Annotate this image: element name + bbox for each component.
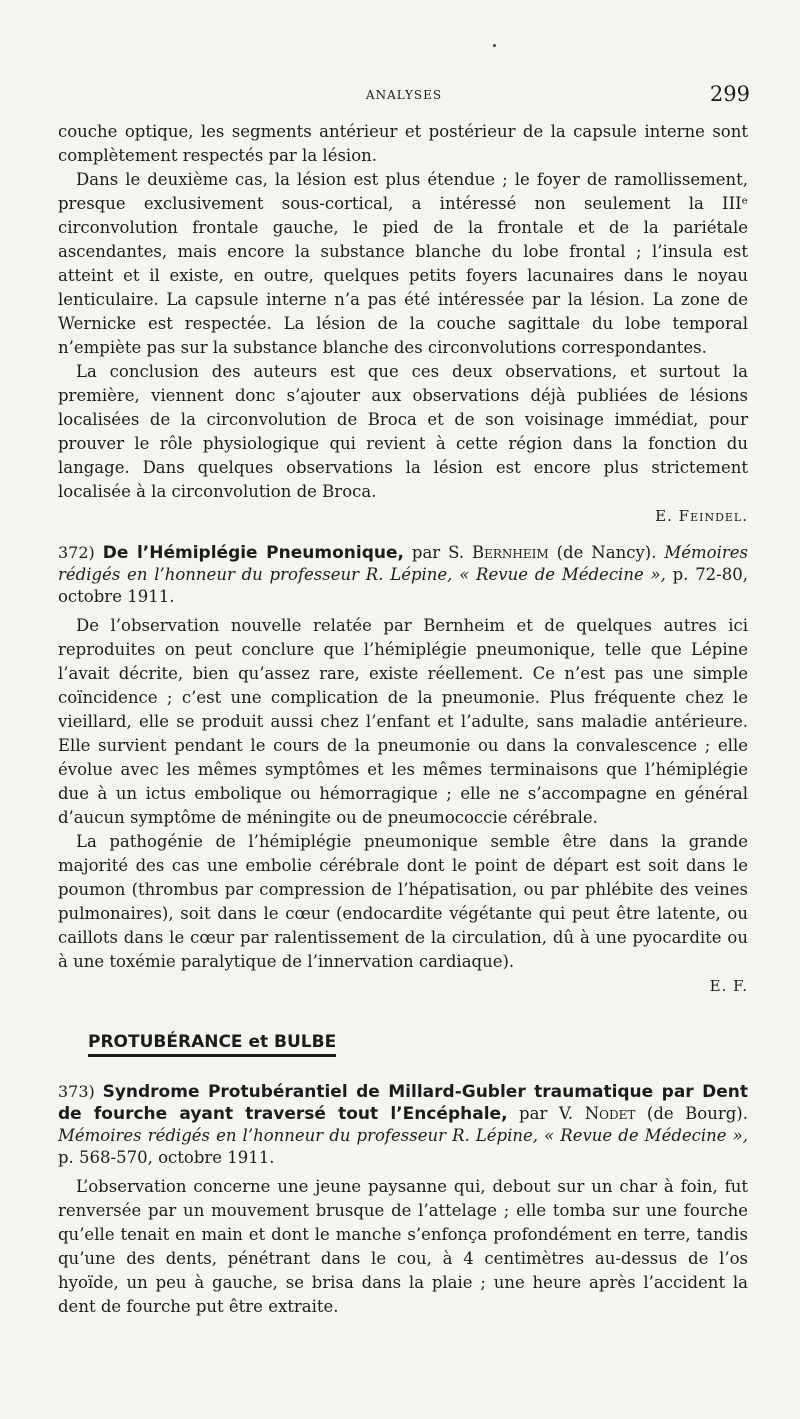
signature: E. F. <box>709 977 748 995</box>
paragraph: La conclusion des auteurs est que ces deux observations, et surtout la première, viennent donc s’ajouter aux observations déjà publiées de lésions localisées de la circonvolution de Broca et de son voisinage immédiat, pour prouver le rôle physiologique qui revient à cette région dans la fonction du langage. Dans quelques observations la lésion est encore plus strictement localisée à la circonvolution de Broca. <box>58 362 748 501</box>
article-heading <box>58 1081 748 1169</box>
author: Nodet <box>584 1104 636 1123</box>
running-head: ANALYSES <box>365 88 443 102</box>
signature: E. Feindel. <box>655 507 748 525</box>
pages: p. 72-80, octobre 1911. <box>58 565 749 606</box>
paragraph: Dans le deuxième cas, la lésion est plus étendue ; le foyer de ramollissement, presque exclusivement sous-cortical, a intéressé non seulement la IIIᵉ circonvolution frontale gauche, le pied de la frontale et de la pariétale ascendantes, mais encore la substance blanche du lobe frontal ; l’insula est atteint et il existe, en outre, quelques petits foyers lacunaires dans le noyau lenticulaire. La capsule interne n’a pas été intéressée par la lésion. La zone de Wernicke est respectée. La lésion de la couche sagittale du lobe temporal n’empiète pas sur la substance blanche des circonvolutions correspondantes. <box>58 170 748 357</box>
paragraph: L’observation concerne une jeune paysanne qui, debout sur un char à foin, fut renversée par un mouvement brusque de l’attelage ; elle tomba sur une fourche qu’elle tenait en main et dont le manche s’enfonça profondément en terre, tandis qu’une des dents, pénétrant dans le cou, à 4 centimètres au-dessus de l’os hyoïde, un peu à gauche, se brisa dans la plaie ; une heure après l’accident la dent de fourche put être extraite. <box>58 1177 748 1316</box>
author: Bernheim <box>472 543 549 562</box>
article-title: Syndrome Protubérantiel de Millard-Gubler traumatique par Dent de fourche ayant traversé tout l’Encéphale, <box>58 1082 749 1124</box>
section-heading: PROTUBÉRANCE et BULBE <box>88 1032 336 1057</box>
page-number: 299 <box>709 82 750 106</box>
article-number: 372) <box>58 543 95 562</box>
affiliation: (de Nancy). <box>548 543 665 562</box>
article-title: De l’Hémiplégie Pneumonique, <box>102 543 404 563</box>
page-body <box>58 120 748 1319</box>
page-header <box>58 82 750 112</box>
paragraph: couche optique, les segments antérieur et postérieur de la capsule interne sont complètement respectés par la lésion. <box>58 122 748 165</box>
paragraph: De l’observation nouvelle relatée par Bernheim et de quelques autres ici reproduites on peut conclure que l’hémiplégie pneumonique, telle que Lépine l’avait décrite, bien qu’assez rare, existe réellement. Ce n’est pas une simple coïncidence ; c’est une complication de la pneumonie. Plus fréquente chez le vieillard, elle se produit aussi chez l’enfant et l’adulte, sans maladie antérieure. Elle survient pendant le cours de la pneumonie ou dans la convalescence ; elle évolue avec les mêmes symptômes et les mêmes terminaisons que l’hémiplégie due à un ictus embolique ou hémorragique ; elle ne s’accompagne en général d’aucun symptôme de méningite ou de pneumococcie cérébrale. <box>58 616 748 827</box>
source: Mémoires rédigés en l’honneur du professeur R. Lépine, « Revue de Médecine », <box>58 1126 748 1145</box>
article-number: 373) <box>58 1082 95 1101</box>
byline: par S. <box>411 543 472 562</box>
article-heading <box>58 542 748 608</box>
pages: p. 568-570, octobre 1911. <box>58 1148 275 1167</box>
affiliation: (de Bourg). <box>635 1104 748 1123</box>
article-373 <box>58 1081 748 1319</box>
paragraph: La pathogénie de l’hémiplégie pneumonique semble être dans la grande majorité des cas une embolie cérébrale dont le point de départ est soit dans le poumon (thrombus par compression de l’hépatisation, ou par phlébite des veines pulmonaires), soit dans le cœur (endocardite végétante qui peut être latente, ou caillots dans le cœur par ralentissement de la circulation, dû à une pyocardite ou à une toxémie paralytique de l’innervation cardiaque). <box>58 832 748 971</box>
source: Mémoires rédigés en l’honneur du professeur R. Lépine, « Revue de Médecine », <box>58 543 749 584</box>
article-372 <box>58 542 748 998</box>
byline: par V. <box>507 1104 585 1123</box>
review-feindel <box>58 120 748 528</box>
print-speck <box>493 44 496 47</box>
